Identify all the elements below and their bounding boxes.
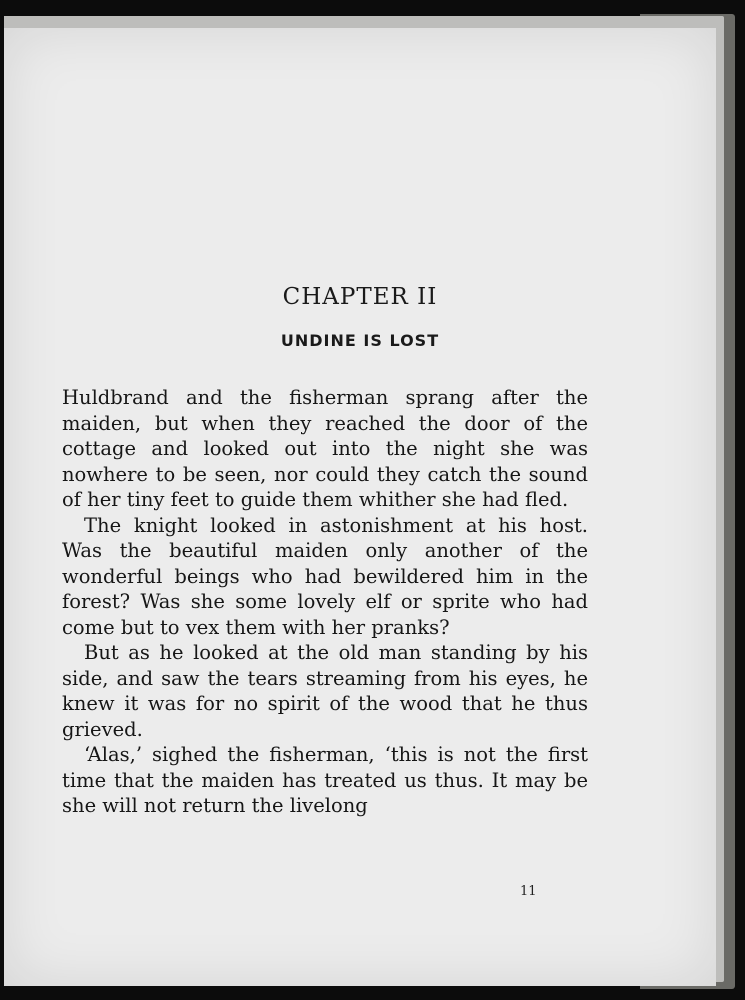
- paragraph: Huldbrand and the fisherman sprang after the maiden, but when they reached the door of the cottage and looked out into the night she was nowhere to be seen, nor could they catch the sound of her tiny feet to guide them whither she had fled.: [62, 386, 588, 511]
- page-number: 11: [520, 884, 537, 899]
- book-page: [4, 28, 716, 986]
- paragraph: The knight looked in astonishment at his host. Was the beautiful maiden only another of the wonderful beings who had bewildered him in the forest? Was she some lovely elf or sprite who had come but to vex them with her pranks?: [62, 513, 588, 639]
- chapter-title: CHAPTER II: [282, 284, 438, 310]
- chapter-body: [62, 385, 588, 819]
- bleed-through: [64, 28, 664, 208]
- paragraph: ‘Alas,’ sighed the fisherman, ‘this is not the first time that the maiden has treated us thus. It may be she will not return the livelong: [62, 743, 588, 817]
- paragraph: But as he looked at the old man standing by his side, and saw the tears streaming from his eyes, he knew it was for no spirit of the wood that he thus grieved.: [62, 641, 588, 741]
- chapter-subtitle: UNDINE IS LOST: [280, 331, 440, 350]
- page-stack: [4, 16, 724, 982]
